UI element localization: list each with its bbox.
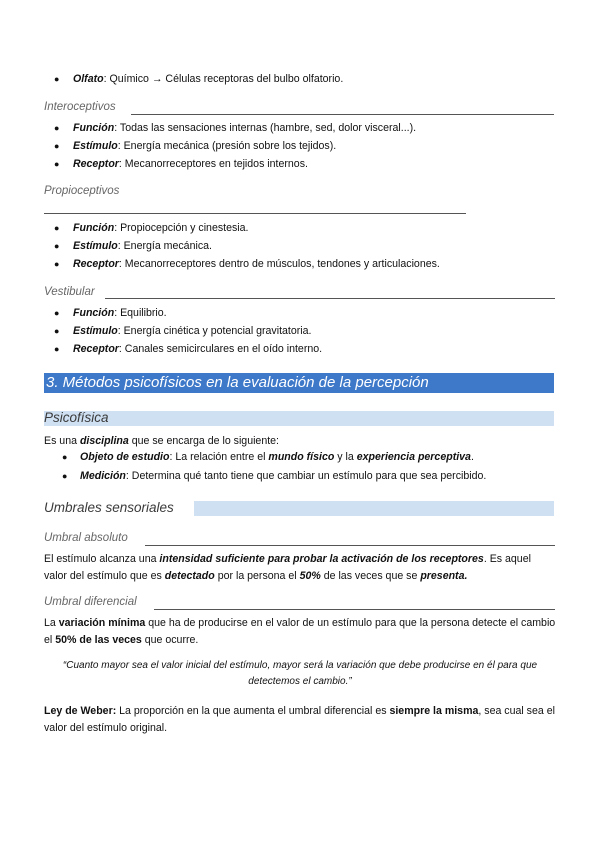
heading-vestibular: Vestibular bbox=[44, 286, 95, 298]
bullet-icon: ● bbox=[54, 223, 60, 233]
quote: “Cuanto mayor sea el valor inicial del estímulo, mayor será la variación que debe producirse en él para que detectemos el cambio.” bbox=[62, 660, 538, 687]
bullet-icon: ● bbox=[54, 74, 60, 84]
subheading-bar bbox=[194, 501, 554, 516]
bullet-icon: ● bbox=[54, 123, 60, 133]
heading-umbral-diferencial: Umbral diferencial bbox=[44, 596, 137, 608]
bullet-icon: ● bbox=[62, 452, 68, 462]
section-heading: 3. Métodos psicofísicos en la evaluación de la percepción bbox=[46, 374, 429, 391]
subheading-psicofisica: Psicofísica bbox=[44, 410, 109, 425]
heading-propioceptivos: Propioceptivos bbox=[44, 185, 120, 197]
document-page: ● Olfato: Químico → Células receptoras del bulbo olfatorio. Interoceptivos ● Función: Todas las sensaciones internas (hambre, sed, dolor visceral...). ● Estímulo: Energía mecánica (presión sobre los tejidos). ● Receptor: Mecanorreceptores en tejidos internos. Propioceptivos ● Función: Propiocepción y cinestesia. ● Estímulo: Energía mecánica. ● Receptor: Mecanorreceptores dentro de músculos, tendones y articulaciones. Vestibular ● Función: Equilibrio. ● Estímulo: Energía cinética y potencial gravitatoria. ● Receptor: Canales semicirculares en el oído interno. 3. Métodos psicofísicos en la evaluación de la percepción Psicofísica Es una disciplina que se encarga de lo siguiente: ● Objeto de estudio: La relación entre el mundo físico y la experiencia perceptiva. ● Medición: Determina qué tanto tiene que cambiar un estímulo para que sea percibido. Umbrales sensoriales Umbral absoluto El estímulo alcanza una intensidad suficiente para probar la activación de los receptores. Es aquel valor del estímulo que es detectado por la persona el 50% de las veces que se presenta. Umbral diferencial La variación mínima que ha de producirse en el valor de un estímulo para que la persona detecte el cambio el 50% de las veces que ocurre. “Cuanto mayor sea el valor inicial del estímulo, mayor será la variación que debe producirse en él para que detectemos el cambio.” Ley de Weber: La proporción en la que aumenta el umbral diferencial es siempre la misma, sea cual sea el valor del estímulo original. bbox=[0, 0, 600, 848]
bullet-icon: ● bbox=[54, 141, 60, 151]
subheading-umbrales: Umbrales sensoriales bbox=[44, 500, 174, 515]
bullet-icon: ● bbox=[54, 259, 60, 269]
heading-underline bbox=[145, 545, 555, 546]
bullet-icon: ● bbox=[54, 159, 60, 169]
heading-underline bbox=[44, 213, 466, 214]
paragraph: Es una disciplina que se encarga de lo siguiente: bbox=[44, 435, 279, 447]
bullet-icon: ● bbox=[54, 344, 60, 354]
heading-underline bbox=[154, 609, 555, 610]
heading-underline bbox=[131, 114, 554, 115]
bullet-icon: ● bbox=[54, 308, 60, 318]
bullet-icon: ● bbox=[54, 241, 60, 251]
subheading-bar bbox=[44, 411, 554, 426]
bullet-icon: ● bbox=[54, 326, 60, 336]
paragraph: La variación mínima que ha de producirse en el valor de un estímulo para que la persona detecte el cambio el 50% de las veces que ocurre. bbox=[44, 617, 556, 646]
heading-umbral-absoluto: Umbral absoluto bbox=[44, 532, 128, 544]
paragraph-weber: Ley de Weber: La proporción en la que aumenta el umbral diferencial es siempre la misma, sea cual sea el valor del estímulo original. bbox=[44, 705, 555, 734]
heading-underline bbox=[105, 298, 555, 299]
paragraph: El estímulo alcanza una intensidad suficiente para probar la activación de los receptores. Es aquel valor del estímulo que es detectado por la persona el 50% de las veces que se presenta. bbox=[44, 553, 531, 582]
heading-interoceptivos: Interoceptivos bbox=[44, 101, 116, 113]
bullet-icon: ● bbox=[62, 471, 68, 481]
